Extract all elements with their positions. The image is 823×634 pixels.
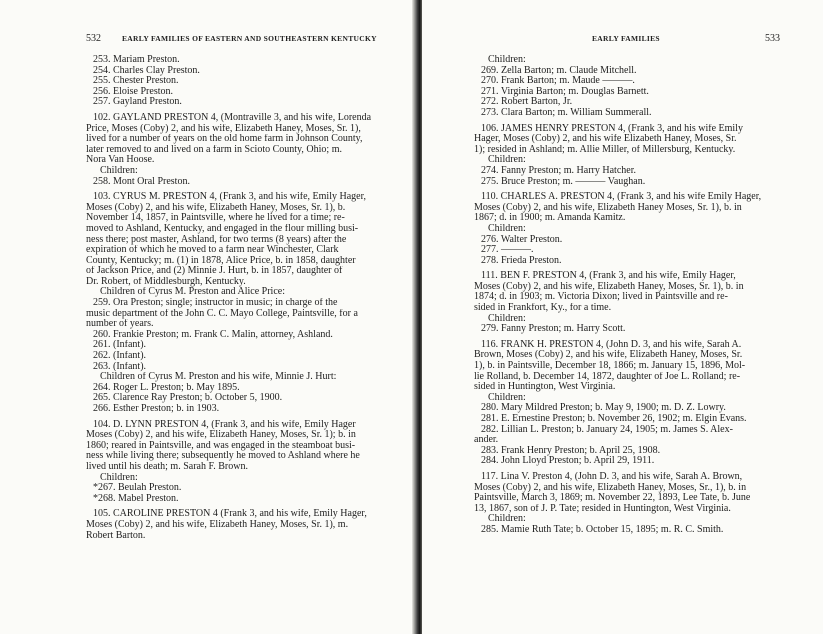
text-line: 261. (Infant).: [93, 340, 147, 351]
text-line: sided in Huntington, West Virginia.: [474, 382, 616, 393]
text-line: 270. Frank Barton; m. Maude ———.: [481, 76, 635, 87]
right-running-head: EARLY FAMILIES: [592, 34, 660, 43]
text-line: 273. Clara Barton; m. William Summerall.: [481, 107, 652, 118]
text-line: Moses (Coby) 2, and his wife, Elizabeth Haney, Moses, Sr. 1); b. in: [86, 430, 356, 441]
text-line: Robert Barton.: [86, 530, 146, 541]
text-line: 276. Walter Preston.: [481, 234, 563, 245]
text-line: 269. Zella Barton; m. Claude Mitchell.: [481, 65, 637, 76]
left-page-number: 532: [86, 33, 101, 44]
text-line: 253. Mariam Preston.: [93, 55, 180, 65]
text-line: 255. Chester Preston.: [93, 76, 179, 87]
text-line: Children:: [488, 223, 526, 234]
text-line: County, Kentucky; m. (1) in 1878, Alice Price, b. in 1858, daughter: [86, 255, 356, 266]
text-line: 266. Esther Preston; b. in 1903.: [93, 404, 220, 414]
text-line: Children of Cyrus M. Preston and Alice Price:: [100, 287, 285, 298]
text-line: 272. Robert Barton, Jr.: [481, 97, 573, 108]
text-line: 271. Virginia Barton; m. Douglas Barnett.: [481, 86, 649, 97]
text-line: Children:: [488, 155, 526, 166]
text-line: 111. BEN F. PRESTON 4, (Frank 3, and his wife, Emily Hager,: [481, 271, 736, 282]
text-line: 280. Mary Mildred Preston; b. May 9, 1900; m. D. Z. Lowry.: [481, 403, 726, 414]
text-line: 262. (Infant).: [93, 351, 147, 362]
text-line: 275. Bruce Preston; m. ——— Vaughan.: [481, 176, 646, 187]
text-line: Children:: [488, 514, 526, 525]
text-line: Children of Cyrus M. Preston and his wife, Minnie J. Hurt:: [100, 372, 337, 383]
text-line: ness while living there; subsequently he moved to Ashland where he: [86, 451, 360, 462]
text-line: 1874; d. in 1903; m. Victoria Dixon; lived in Paintsville and re-: [474, 292, 728, 303]
text-line: Children:: [100, 165, 138, 176]
text-line: Moses (Coby) 2, and his wife, Elizabeth Haney, Moses, Sr. 1), m.: [86, 519, 349, 530]
left-running-head: EARLY FAMILIES OF EASTERN AND SOUTHEASTERN KENTUCKY: [122, 34, 377, 43]
text-line: 283. Frank Henry Preston; b. April 25, 1908.: [481, 445, 661, 456]
text-line: 104. D. LYNN PRESTON 4, (Frank 3, and his wife, Emily Hager: [93, 419, 356, 430]
text-line: moved to Ashland, Kentucky, and engaged in the flour milling busi-: [86, 223, 359, 234]
text-line: Brown, Moses (Coby) 2, and his wife, Elizabeth Haney, Moses, Sr.: [474, 350, 743, 361]
text-line: music department of the John C. C. Mayo College, Paintsville, for a: [86, 308, 358, 319]
text-line: number of years.: [86, 319, 154, 330]
text-line: Nora Van Hoose.: [86, 155, 155, 166]
text-line: 1), b. in Paintsville, December 18, 1866; m. January 15, 1896, Mol-: [474, 361, 746, 372]
text-line: 105. CAROLINE PRESTON 4 (Frank 3, and his wife, Emily Hager,: [93, 509, 367, 520]
text-line: lie Rolland, b. December 14, 1872, daughter of Joe L. Rolland; re-: [474, 371, 741, 382]
text-line: 1860; reared in Paintsville, and was engaged in the steamboat busi-: [86, 440, 356, 451]
text-line: Moses (Coby) 2, and his wife, Elizabeth Haney, Moses, Sr., 1), b. in: [474, 482, 747, 493]
text-line: 277. ———.: [481, 245, 534, 256]
text-line: 263. (Infant).: [93, 361, 147, 372]
text-line: lived until his death; m. Sarah F. Brown.: [86, 461, 248, 472]
text-line: ness there; post master, Ashland, for two terms (8 years) after the: [86, 234, 347, 245]
text-line: 284. John Lloyd Preston; b. April 29, 1911.: [481, 456, 655, 467]
text-line: Dr. Robert, of Middlesburgh, Kentucky.: [86, 276, 246, 287]
text-line: 258. Mont Oral Preston.: [93, 176, 190, 187]
text-line: Children:: [488, 392, 526, 403]
text-line: 265. Clarence Ray Preston; b. October 5, 1900.: [93, 393, 283, 404]
text-line: 106. JAMES HENRY PRESTON 4, (Frank 3, and his wife Emily: [481, 123, 743, 134]
text-line: 102. GAYLAND PRESTON 4, (Montraville 3, and his wife, Lorenda: [93, 112, 372, 123]
text-line: 103. CYRUS M. PRESTON 4, (Frank 3, and his wife, Emily Hager,: [93, 192, 367, 203]
text-line: 110. CHARLES A. PRESTON 4, (Frank 3, and his wife Emily Hager,: [481, 192, 762, 203]
text-line: 281. E. Ernestine Preston; b. November 26, 1902; m. Elgin Evans.: [481, 414, 747, 424]
right-page: [422, 0, 823, 634]
text-line: 274. Fanny Preston; m. Harry Hatcher.: [481, 165, 636, 176]
text-line: *268. Mabel Preston.: [93, 493, 179, 504]
text-line: 278. Frieda Preston.: [481, 255, 562, 266]
text-line: *267. Beulah Preston.: [93, 483, 182, 494]
text-line: 264. Roger L. Preston; b. May 1895.: [93, 382, 240, 393]
text-line: 259. Ora Preston; single; instructor in music; in charge of the: [93, 298, 338, 309]
right-page-number: 533: [765, 33, 780, 44]
text-line: 282. Lillian L. Preston; b. January 24, 1905; m. James S. Alex-: [481, 424, 733, 435]
text-line: 260. Frankie Preston; m. Frank C. Malin, attorney, Ashland.: [93, 329, 333, 340]
right-text-column: [474, 55, 808, 536]
text-line: 254. Charles Clay Preston.: [93, 65, 200, 76]
text-line: of Jackson Price, and (2) Minnie J. Hurt, b. in 1857, daughter of: [86, 266, 343, 277]
text-line: 13, 1867, son of J. P. Tate; resided in Huntington, West Virginia.: [474, 503, 731, 514]
text-line: November 14, 1857, in Paintsville, where he lived for a time; re-: [86, 213, 345, 224]
text-line: 285. Mamie Ruth Tate; b. October 15, 1895; m. R. C. Smith.: [481, 524, 724, 535]
text-line: 117. Lina V. Preston 4, (John D. 3, and his wife, Sarah A. Brown,: [481, 471, 743, 482]
text-line: Children:: [100, 472, 138, 483]
text-line: later removed to and lived on a farm in Scioto County, Ohio; m.: [86, 144, 342, 155]
text-line: sided in Frankfort, Ky., for a time.: [474, 303, 612, 314]
text-line: Price, Moses (Coby) 2, and his wife, Elizabeth Haney, Moses, Sr. 1),: [86, 123, 361, 134]
text-line: Moses (Coby) 2, and his wife, Elizabeth Haney Moses, Sr. 1), b. in: [474, 202, 742, 213]
text-line: Paintsville, March 3, 1869; m. November 22, 1893, Lee Tate, b. June: [474, 493, 751, 504]
text-line: 1); resided in Ashland; m. Allie Miller, of Millersburg, Kentucky.: [474, 144, 736, 155]
text-line: Children:: [488, 313, 526, 324]
text-line: Moses (Coby) 2, and his wife, Elizabeth Haney, Moses, Sr. 1), b.: [86, 202, 346, 213]
text-line: Moses (Coby) 2, and his wife, Elizabeth Haney, Moses, Sr. 1), b. in: [474, 281, 744, 292]
text-line: 1867; d. in 1900; m. Amanda Kamitz.: [474, 213, 626, 224]
text-line: lived for a number of years on the old home farm in Johnson County,: [86, 134, 363, 145]
text-line: 279. Fanny Preston; m. Harry Scott.: [481, 324, 626, 335]
text-line: ander.: [474, 435, 499, 446]
text-line: expiration of which he moved to a farm near Winchester, Clark: [86, 245, 339, 256]
text-line: Hager, Moses (Coby) 2, and his wife Elizabeth Haney, Moses, Sr.: [474, 134, 737, 145]
text-line: 116. FRANK H. PRESTON 4, (John D. 3, and his wife, Sarah A.: [481, 339, 742, 350]
left-text-column: [86, 55, 398, 541]
text-line: 256. Eloise Preston.: [93, 86, 173, 97]
text-line: 257. Gayland Preston.: [93, 97, 182, 108]
text-line: Children:: [488, 55, 526, 65]
